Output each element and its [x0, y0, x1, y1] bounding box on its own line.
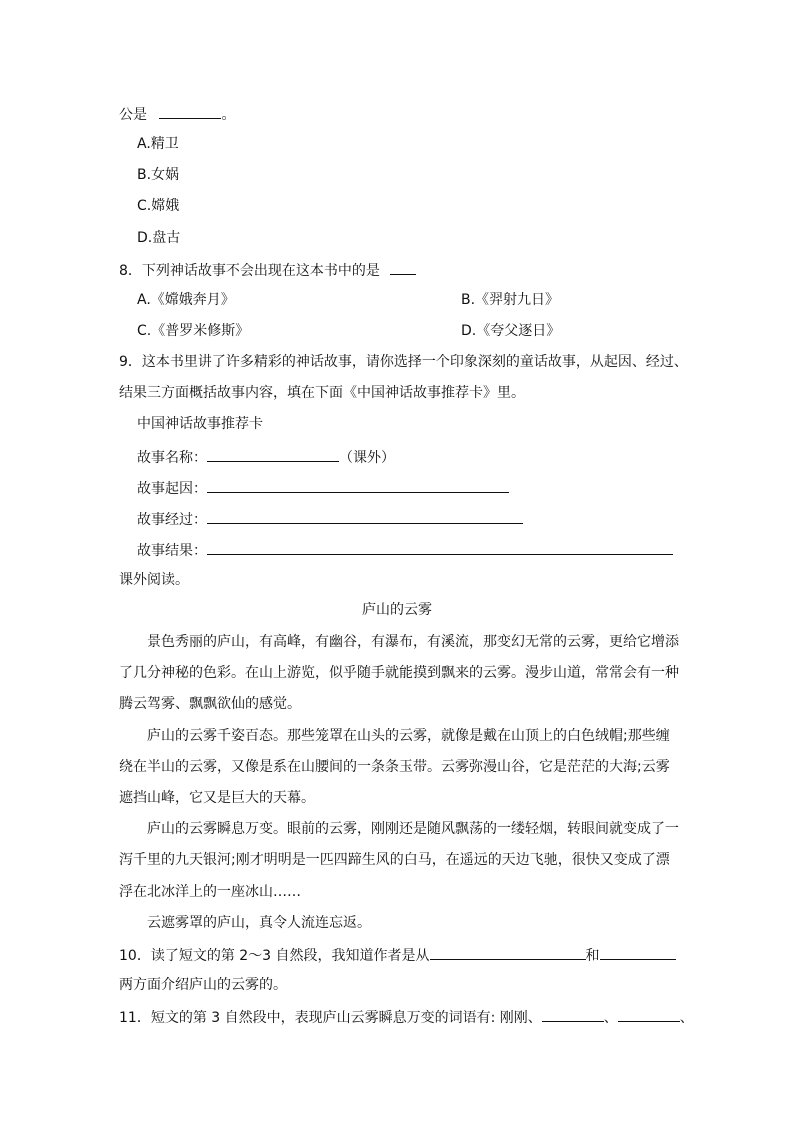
passage-line-9: 浮在北冰洋上的一座冰山…… — [119, 884, 301, 900]
q7-end-mark: 。 — [221, 107, 236, 123]
q11-sep-2: 、 — [679, 1010, 694, 1026]
q10-line-2: 两方面介绍庐山的云雾的。 — [119, 977, 287, 993]
q9-process-label: 故事经过： — [137, 512, 207, 528]
q10-stem-text: 10．读了短文的第 2～3 自然段，我知道作者是从 — [119, 948, 430, 964]
q9-cause-label: 故事起因： — [137, 481, 207, 497]
q9-result-blank[interactable] — [207, 539, 673, 555]
passage-line-7: 庐山的云雾瞬息万变。眼前的云雾，刚刚还是随风飘荡的一缕轻烟，转眼间就变成了一 — [147, 821, 679, 837]
q8-stem — [119, 259, 416, 281]
q11-stem — [119, 1006, 694, 1028]
q7-option-a: A.精卫 — [137, 136, 179, 152]
q8-option-c: C.《普罗米修斯》 — [137, 323, 250, 339]
q9-name-note: （课外） — [339, 450, 395, 466]
q11-stem-text: 11．短文的第 3 自然段中，表现庐山云雾瞬息万变的词语有: 刚刚、 — [119, 1010, 542, 1026]
q10-stem — [119, 944, 676, 966]
q7-answer-blank[interactable] — [159, 103, 221, 119]
q9-name-blank[interactable] — [207, 446, 339, 462]
q8-option-a: A.《嫦娥奔月》 — [137, 292, 235, 308]
q9-cause-row — [137, 477, 509, 499]
q9-cause-blank[interactable] — [207, 477, 509, 493]
passage-line-10: 云遮雾罩的庐山，真令人流连忘返。 — [147, 915, 371, 931]
q11-blank-1[interactable] — [542, 1006, 604, 1022]
q8-stem-text: 8．下列神话故事不会出现在这本书中的是 — [119, 263, 380, 279]
q7-option-d: D.盘古 — [137, 230, 181, 246]
q9-process-blank[interactable] — [207, 508, 523, 524]
q11-blank-2[interactable] — [618, 1006, 680, 1022]
q11-sep-1: 、 — [603, 1010, 618, 1026]
q9-card-title: 中国神话故事推荐卡 — [137, 416, 263, 432]
passage-line-2: 了几分神秘的色彩。在山上游览，似乎随手就能摸到飘来的云雾。漫步山道，常常会有一种 — [119, 665, 679, 681]
passage-line-3: 腾云驾雾、飘飘欲仙的感觉。 — [119, 696, 301, 712]
q7-option-c: C.嫦娥 — [137, 198, 180, 214]
passage-line-8: 泻千里的九天银河;刚才明明是一匹四蹄生风的白马，在遥远的天边飞驰，很快又变成了漂 — [119, 852, 670, 868]
q7-stem-text: 公是 — [119, 107, 147, 123]
q10-blank-2[interactable] — [600, 944, 676, 960]
passage-line-4: 庐山的云雾千姿百态。那些笼罩在山头的云雾，就像是戴在山顶上的白色绒帽;那些缠 — [147, 728, 670, 744]
q9-name-label: 故事名称： — [137, 450, 207, 466]
q9-process-row — [137, 508, 523, 530]
q9-line-1: 9．这本书里讲了许多精彩的神话故事，请你选择一个印象深刻的童话故事，从起因、经过、 — [119, 354, 688, 370]
q8-answer-blank[interactable] — [390, 259, 416, 275]
q8-option-b: B.《羿射九日》 — [461, 292, 560, 308]
passage-title: 庐山的云雾 — [362, 602, 432, 618]
q9-line-2: 结果三方面概括故事内容，填在下面《中国神话故事推荐卡》里。 — [119, 385, 525, 401]
q10-and: 和 — [585, 948, 600, 964]
q9-name-row — [137, 446, 395, 468]
q9-result-row — [137, 539, 673, 561]
passage-line-5: 绕在半山的云雾，又像是系在山腰间的一条条玉带。云雾弥漫山谷，它是茫茫的大海;云雾 — [119, 759, 670, 775]
q7-option-b: B.女娲 — [137, 167, 180, 183]
q10-blank-1[interactable] — [430, 944, 586, 960]
passage-line-1: 景色秀丽的庐山，有高峰，有幽谷，有瀑布，有溪流，那变幻无常的云雾，更给它增添 — [147, 634, 679, 650]
q8-option-d: D.《夸父逐日》 — [461, 323, 561, 339]
passage-line-6: 遮挡山峰，它又是巨大的天幕。 — [119, 790, 315, 806]
q9-result-label: 故事结果： — [137, 543, 207, 559]
reading-section-label: 课外阅读。 — [119, 572, 189, 588]
q7-stem-tail — [119, 103, 235, 125]
